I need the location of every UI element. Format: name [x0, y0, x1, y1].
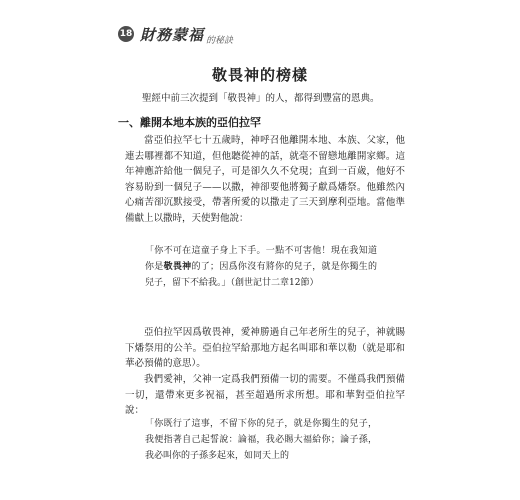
chapter-title: 敬畏神的榜樣 [211, 66, 308, 84]
scripture-quote [145, 243, 377, 291]
scripture-quote: 「你既行了這事，不留下你的兒子，就是你獨生的兒子，我便指著自己起誓說：論福，我必賜大福給你；論子孫，我必叫你的子孫多起來，如同天上的 [145, 419, 377, 461]
section-heading: 一、離開本地本族的亞伯拉罕 [118, 116, 261, 129]
page-header [118, 18, 233, 50]
intro-paragraph: 聖經中前三次提到「敬畏神」的人，都得到豐富的恩典。 [142, 93, 380, 104]
body-paragraph: 我們愛神，父神一定爲我們預備一切的需要。不僅爲我們預備一切，還帶來更多祝福，甚至超過所求所想。耶和華對亞伯拉罕說： [125, 374, 405, 416]
page-number: 18 [118, 26, 134, 42]
body-paragraph: 當亞伯拉罕七十五歲時，神呼召他離開本地、本族、父家，他連去哪裡都不知道，但他聽從神的話，就毫不留戀地離開家鄉。這年神應許給他一個兒子，可是卻久久不兌現；直到一百歲，他好不容易盼到一個兒子——以撒，神卻要他將獨子獻爲燔祭。他雖然內心痛苦卻沉默接受，帶著所愛的以撒走了三天到摩利亞地。當他準備獻上以撒時，天使對他說： [125, 135, 405, 224]
quote-text: 「你不可在這童子身上下手。一點不可害他！現在我知道你是 [145, 246, 377, 272]
body-paragraph: 亞伯拉罕因爲敬畏神，愛神勝過自己年老所生的兒子，神就賜下燔祭用的公羊。亞伯拉罕給那地方起名叫耶和華以勒（就是耶和華必預備的意思）。 [125, 327, 405, 369]
quote-emphasis: 敬畏神 [163, 262, 192, 272]
book-subtitle: 的秘訣 [206, 35, 234, 46]
quote-text: 的了；因爲你沒有將你的兒子，就是你獨生的兒子，留下不給我。」（創世記廿二章12節） [145, 262, 377, 288]
book-title: 財務蒙福 [140, 25, 205, 44]
